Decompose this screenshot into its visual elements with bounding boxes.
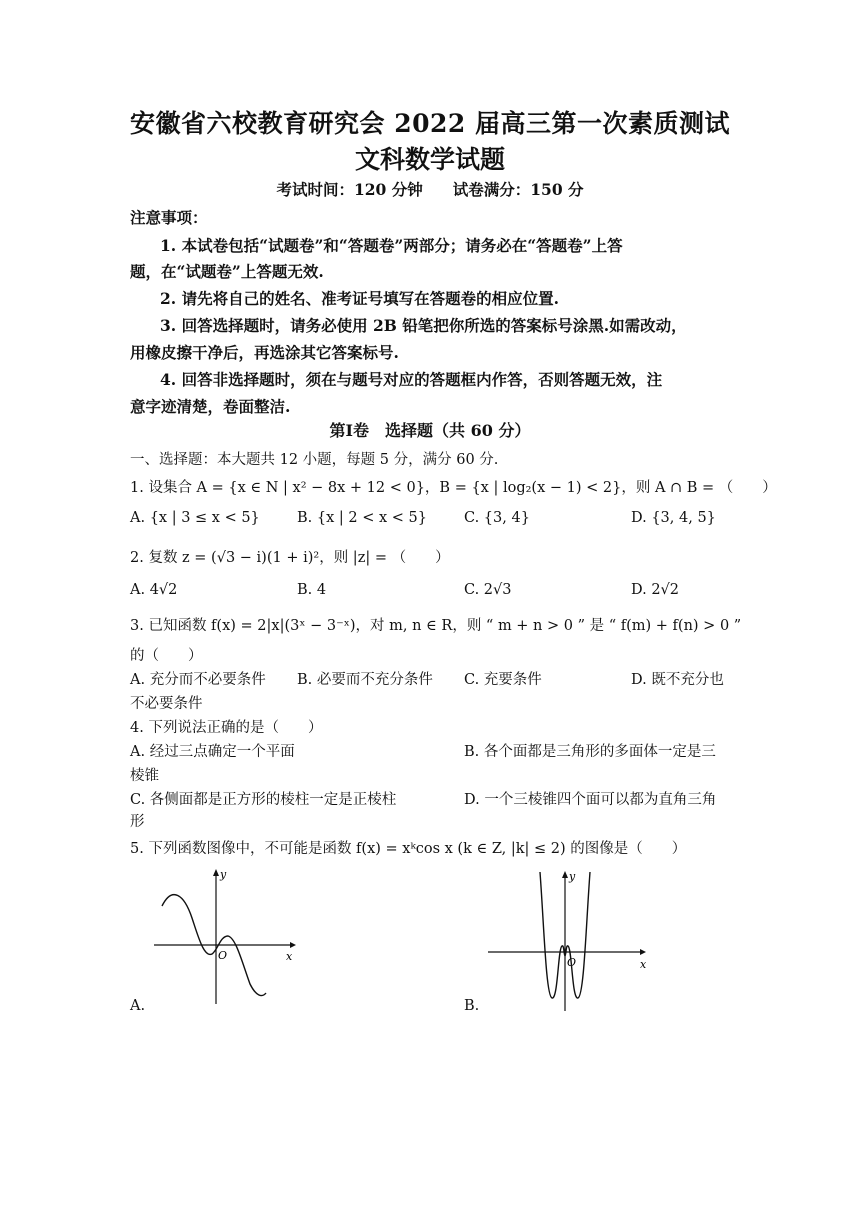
q3-stem: 3. 已知函数 f(x) = 2|x|(3ˣ − 3⁻ˣ)，对 m, n ∈ R，则 “ m + n > 0 ” 是 “ f(m) + f(n) > 0 ” (130, 618, 742, 634)
q4-option-a: A. 经过三点确定一个平面 (130, 744, 295, 760)
q5-graph-a (150, 866, 300, 1008)
section-title: 第Ⅰ卷 选择题（共 60 分） (329, 421, 531, 440)
q3-option-d-cont: 不必要条件 (130, 696, 203, 712)
q2-stem: 2. 复数 z = (√3 − i)(1 + i)²，则 |z| = （ ） (130, 550, 450, 566)
exam-meta (0, 178, 860, 200)
q2-option-a: A. 4√2 (130, 582, 178, 598)
notice-item-4-cont: 意字迹清楚，卷面整洁. (130, 397, 291, 416)
q4-option-c: C. 各侧面都是正方形的棱柱一定是正棱柱 (130, 792, 397, 808)
q2-option-c: C. 2√3 (464, 582, 512, 598)
q2-option-d: D. 2√2 (631, 582, 680, 598)
graph-b-x-label: x (640, 958, 647, 971)
exam-title: 安徽省六校教育研究会 2022 届高三第一次素质测试 (130, 109, 730, 138)
graph-b-y-label: y (569, 870, 576, 883)
q5-stem: 5. 下列函数图像中，不可能是函数 f(x) = xᵏcos x (k ∈ Z, |k| ≤ 2) 的图像是（ ） (130, 841, 687, 857)
full-score: 试卷满分：150 分 (452, 180, 584, 199)
q1-option-c: C. {3, 4} (464, 510, 530, 526)
q1-option-a: A. {x | 3 ≤ x < 5} (130, 510, 260, 526)
graph-a-y-label: y (220, 868, 227, 881)
q4-option-b-cont: 棱锥 (130, 768, 159, 784)
notice-item-4: 4. 回答非选择题时，须在与题号对应的答题框内作答，否则答题无效，注 (160, 370, 663, 389)
graph-a-x-label: x (286, 950, 293, 963)
notice-item-2: 2. 请先将自己的姓名、准考证号填写在答题卷的相应位置. (160, 289, 559, 308)
q5-graph-a-label: A. (130, 998, 146, 1014)
q3-option-a: A. 充分而不必要条件 (130, 672, 266, 688)
q1-option-b: B. {x | 2 < x < 5} (297, 510, 427, 526)
notice-item-1-cont: 题，在“试题卷”上答题无效. (130, 262, 324, 281)
q4-option-d-cont: 形 (130, 814, 145, 830)
q1-stem: 1. 设集合 A = {x ∈ N | x² − 8x + 12 < 0}，B = {x | log₂(x − 1) < 2}，则 A ∩ B = （ ） (130, 480, 777, 496)
q5-graph-b-label: B. (464, 998, 480, 1014)
q5-graph-b (484, 866, 654, 1016)
q3-option-c: C. 充要条件 (464, 672, 542, 688)
notice-heading: 注意事项： (130, 208, 208, 227)
q3-option-d: D. 既不充分也 (631, 672, 724, 688)
notice-item-3: 3. 回答选择题时，请务必使用 2B 铅笔把你所选的答案标号涂黑.如需改动， (160, 316, 687, 335)
q4-option-d: D. 一个三棱锥四个面可以都为直角三角 (464, 792, 717, 808)
graph-a-origin: O (218, 949, 228, 962)
q3-stem-cont: 的（ ） (130, 648, 203, 664)
exam-subtitle: 文科数学试题 (354, 145, 505, 174)
section-intro: 一、选择题：本大题共 12 小题，每题 5 分，满分 60 分. (130, 452, 499, 468)
notice-item-1: 1. 本试卷包括“试题卷”和“答题卷”两部分；请务必在“答题卷”上答 (160, 236, 623, 255)
notice-item-3-cont: 用橡皮擦干净后，再选涂其它答案标号. (130, 343, 399, 362)
q2-option-b: B. 4 (297, 582, 327, 598)
q1-option-d: D. {3, 4, 5} (631, 510, 716, 526)
exam-time: 考试时间：120 分钟 (276, 180, 423, 199)
graph-b-origin: O (567, 956, 577, 969)
q4-stem: 4. 下列说法正确的是（ ） (130, 720, 323, 736)
q4-option-b: B. 各个面都是三角形的多面体一定是三 (464, 744, 716, 760)
q3-option-b: B. 必要而不充分条件 (297, 672, 433, 688)
